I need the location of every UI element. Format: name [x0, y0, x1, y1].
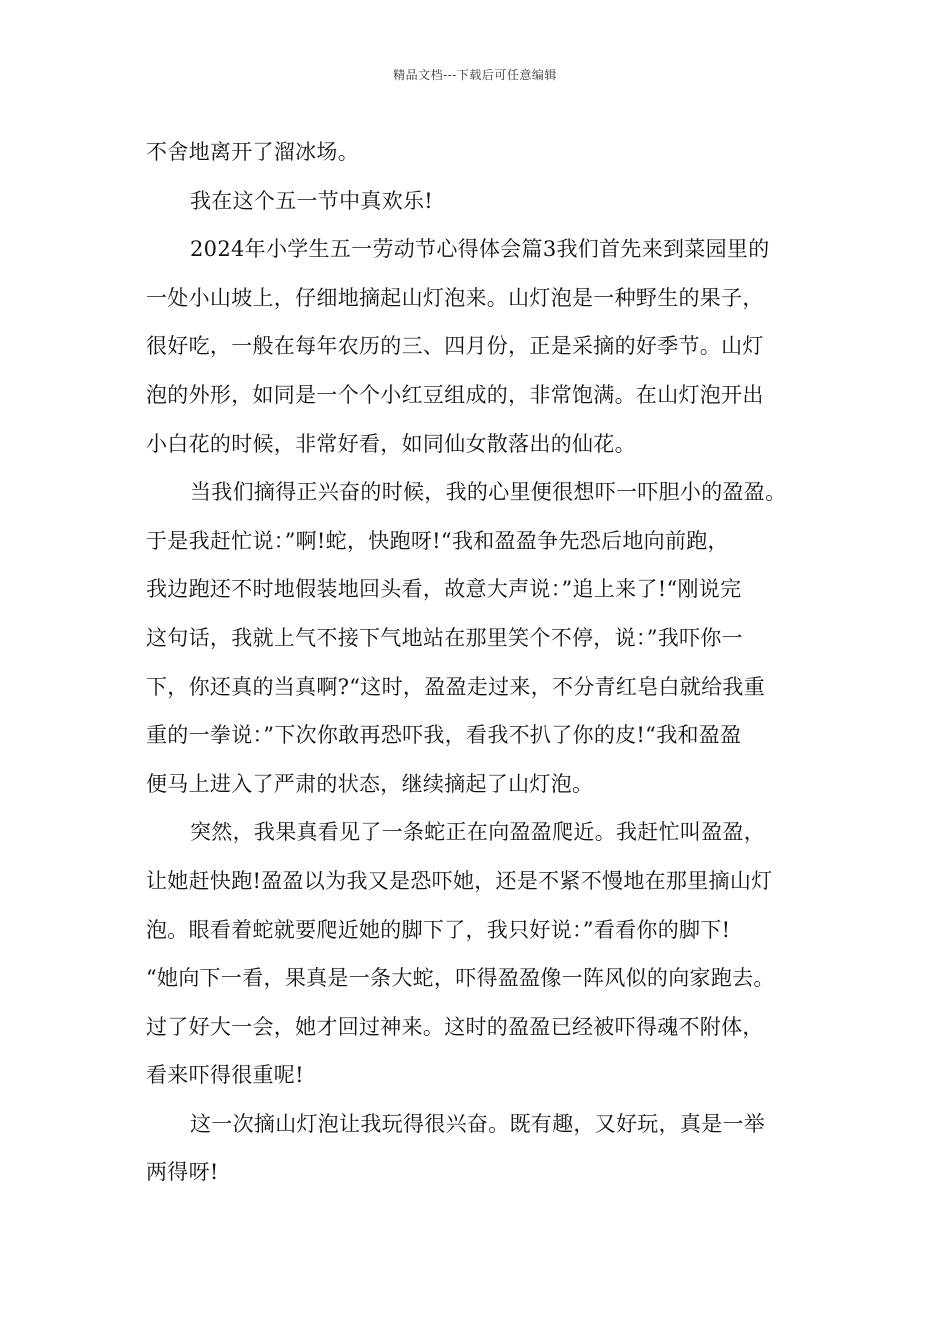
text-line: 重的一拳说：”下次你敢再恐吓我，看我不扒了你的皮!“我和盈盈: [146, 723, 742, 748]
text-line: 便马上进入了严肃的状态，继续摘起了山灯泡。: [146, 771, 594, 796]
text-line: 于是我赶忙说：”啊!蛇，快跑呀!“我和盈盈争先恐后地向前跑，: [146, 528, 729, 553]
text-line: 过了好大一会，她才回过神来。这时的盈盈已经被吓得魂不附体，: [146, 1014, 764, 1039]
paragraph-start-line: 我在这个五一节中真欢乐!: [190, 188, 434, 213]
text-line: 两得呀!: [146, 1160, 219, 1185]
text-line: 一处小山坡上，仔细地摘起山灯泡来。山灯泡是一种野生的果子，: [146, 285, 764, 310]
text-line: “她向下一看，果真是一条大蛇，吓得盈盈像一阵风似的向家跑去。: [146, 966, 775, 991]
body-text: [146, 128, 810, 1197]
text-line: 泡。眼看着蛇就要爬近她的脚下了，我只好说：”看看你的脚下!: [146, 917, 731, 942]
paragraph-start-line: 2024年小学生五一劳动节心得体会篇3我们首先来到菜园里的: [190, 237, 770, 262]
text-line: 小白花的时候，非常好看，如同仙女散落出的仙花。: [146, 431, 636, 456]
text-line: 让她赶快跑!盈盈以为我又是恐吓她，还是不紧不慢地在那里摘山灯: [146, 868, 773, 893]
page-header: 精品文档---下载后可任意编辑: [393, 68, 557, 82]
text-line: 这句话，我就上气不接下气地站在那里笑个不停，说：”我吓你一: [146, 625, 743, 650]
paragraph-start-line: 突然，我果真看见了一条蛇正在向盈盈爬近。我赶忙叫盈盈，: [190, 820, 766, 845]
text-line: 看来吓得很重呢!: [146, 1063, 304, 1088]
text-line: 泡的外形，如同是一个个小红豆组成的，非常饱满。在山灯泡开出: [146, 382, 764, 407]
text-line: 我边跑还不时地假装地回头看，故意大声说：”追上来了!“刚说完: [146, 577, 742, 602]
text-line: 很好吃，一般在每年农历的三、四月份，正是采摘的好季节。山灯: [146, 334, 764, 359]
text-line: 下，你还真的当真啊?“这时，盈盈走过来，不分青红皂白就给我重: [146, 674, 765, 699]
paragraph-start-line: 当我们摘得正兴奋的时候，我的心里便很想吓一吓胆小的盈盈。: [190, 480, 787, 505]
text-line: 不舍地离开了溜冰场。: [146, 140, 359, 164]
paragraph-start-line: 这一次摘山灯泡让我玩得很兴奋。既有趣，又好玩，真是一举: [190, 1111, 766, 1136]
